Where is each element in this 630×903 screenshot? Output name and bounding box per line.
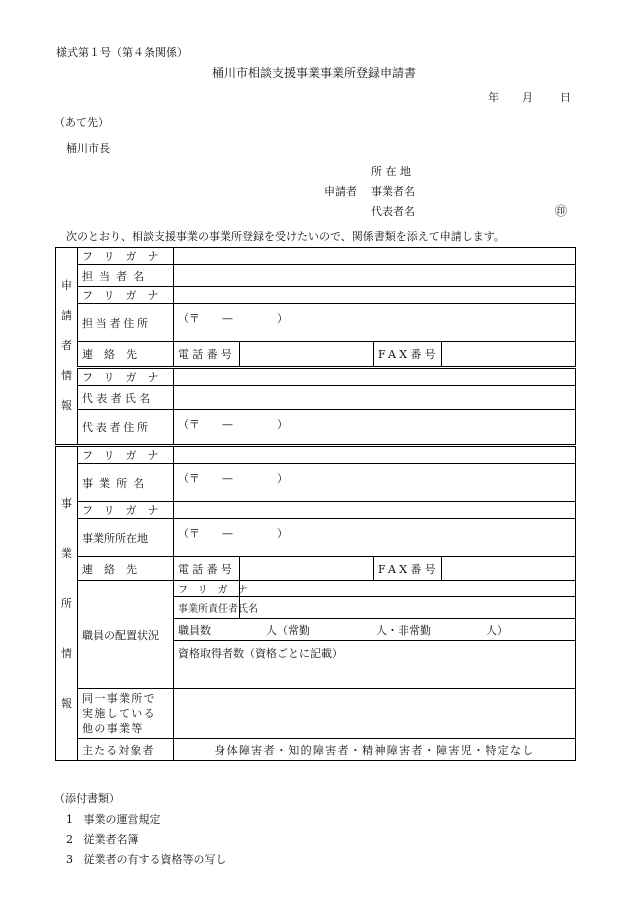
office-address-label: 事業所所在地 xyxy=(78,519,174,557)
manager-name-field[interactable] xyxy=(240,597,576,619)
rep-name-field[interactable] xyxy=(174,386,576,410)
rep-name-label: 代表者氏名 xyxy=(78,386,174,410)
manager-furigana-label: フリガナ xyxy=(174,581,240,597)
office-side-label: 事 業 所 情 報 xyxy=(56,446,78,761)
office-address-field[interactable]: （〒 — ） xyxy=(174,519,576,557)
office-phone-field[interactable] xyxy=(240,557,374,581)
statement-text: 次のとおり、相談支援事業の事業所登録を受けたいので、関係書類を添えて申請します。 xyxy=(66,230,505,243)
application-table xyxy=(55,247,576,761)
attachment-item: 2 従業者名簿 xyxy=(66,833,139,846)
office-phone-label: 電話番号 xyxy=(174,557,240,581)
fax-field[interactable] xyxy=(442,342,576,368)
office-fax-label: FAX番号 xyxy=(374,557,442,581)
manager-furigana-field[interactable] xyxy=(240,581,576,597)
fax-label: FAX番号 xyxy=(374,342,442,368)
contact-furigana-label: フリガナ xyxy=(78,248,174,265)
attachments-heading: （添付書類） xyxy=(54,792,120,805)
phone-field[interactable] xyxy=(240,342,374,368)
applicant-business-name-label: 事業者名 xyxy=(371,185,415,198)
seal-mark: ㊞ xyxy=(555,204,568,218)
contact-label: 連絡先 xyxy=(78,342,174,368)
office-name-field[interactable]: （〒 — ） xyxy=(174,464,576,502)
staff-count-field[interactable]: 職員数 人（常勤 人・非常勤 人） xyxy=(174,619,576,641)
contact-name-field[interactable] xyxy=(174,265,576,287)
staffing-label: 職員の配置状況 xyxy=(78,581,174,689)
rep-address-label: 代表者住所 xyxy=(78,410,174,446)
contact-name-label: 担当者名 xyxy=(78,265,174,287)
form-number: 様式第１号（第４条関係） xyxy=(56,46,188,59)
contact-address-furigana-label: フリガナ xyxy=(78,287,174,304)
manager-name-label: 事業所責任者氏名 xyxy=(174,597,240,619)
attachment-item: 1 事業の運営規定 xyxy=(66,813,161,826)
office-furigana-field[interactable] xyxy=(174,446,576,464)
date-day: 日 xyxy=(560,91,571,104)
other-business-field[interactable] xyxy=(174,689,576,739)
date-month: 月 xyxy=(522,91,533,104)
office-address-furigana-label: フリガナ xyxy=(78,502,174,519)
qualified-count-field[interactable]: 資格取得者数（資格ごとに記載） xyxy=(174,641,576,689)
phone-label: 電話番号 xyxy=(174,342,240,368)
office-contact-label: 連絡先 xyxy=(78,557,174,581)
office-fax-field[interactable] xyxy=(442,557,576,581)
rep-address-field[interactable]: （〒 — ） xyxy=(174,410,576,446)
main-target-label: 主たる対象者 xyxy=(78,739,174,761)
applicant-label: 申請者 xyxy=(324,185,357,198)
addressee-label: （あて先） xyxy=(54,116,109,129)
applicant-representative-label: 代表者名 xyxy=(371,205,415,218)
form-title: 桶川市相談支援事業事業所登録申請書 xyxy=(212,66,417,80)
applicant-address-label: 所 在 地 xyxy=(371,165,411,178)
contact-address-label: 担当者住所 xyxy=(78,304,174,342)
office-name-label: 事業所名 xyxy=(78,464,174,502)
date-year: 年 xyxy=(488,91,499,104)
contact-furigana-field[interactable] xyxy=(174,248,576,265)
attachment-item: 3 従業者の有する資格等の写し xyxy=(66,853,227,866)
addressee: 桶川市長 xyxy=(66,142,110,155)
office-address-furigana-field[interactable] xyxy=(174,502,576,519)
contact-address-field[interactable]: （〒 — ） xyxy=(174,304,576,342)
office-furigana-label: フリガナ xyxy=(78,446,174,464)
contact-address-furigana-field[interactable] xyxy=(174,287,576,304)
rep-furigana-label: フリガナ xyxy=(78,368,174,386)
applicant-side-label: 申 請 者 情 報 xyxy=(56,248,78,446)
rep-furigana-field[interactable] xyxy=(174,368,576,386)
other-business-label: 同一事業所で 実施している 他の事業等 xyxy=(78,689,174,739)
main-target-options[interactable]: 身体障害者・知的障害者・精神障害者・障害児・特定なし xyxy=(174,739,576,761)
